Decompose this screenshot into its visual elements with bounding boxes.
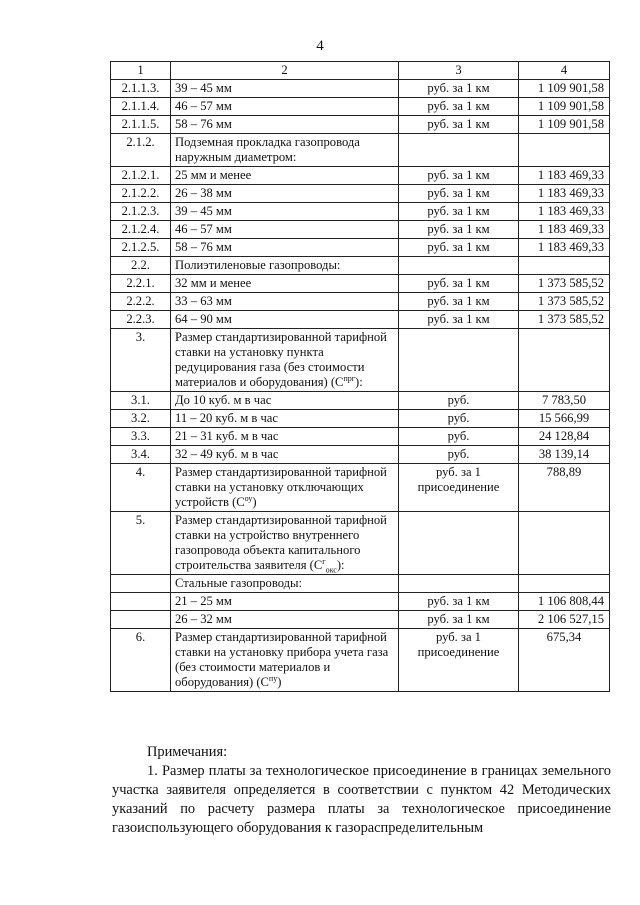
- row-number: 2.1.2.3.: [111, 203, 171, 221]
- row-value: [519, 512, 610, 575]
- symbol-superscript: пу: [268, 673, 278, 683]
- row-unit: [399, 134, 519, 167]
- row-name-text: Размер стандартизированной тарифной ставки на устройство внутреннего газопровода объекта капитального строительства заявителя (С: [175, 513, 387, 572]
- table-row: [111, 257, 610, 275]
- row-unit: руб. за 1 км: [399, 80, 519, 98]
- row-number: [111, 593, 171, 611]
- row-value: 1 183 469,33: [519, 239, 610, 257]
- row-value: 788,89: [519, 464, 610, 512]
- row-name-tail: ): [252, 495, 257, 509]
- row-unit: руб. за 1 км: [399, 593, 519, 611]
- row-unit: руб. за 1 присоединение: [399, 464, 519, 512]
- row-number: 2.2.2.: [111, 293, 171, 311]
- row-name: 25 мм и менее: [171, 167, 399, 185]
- row-name: 32 – 49 куб. м в час: [171, 446, 399, 464]
- row-name: 32 мм и менее: [171, 275, 399, 293]
- symbol-superscript: оу: [244, 493, 253, 503]
- table-row: [111, 221, 610, 239]
- row-name-text: Размер стандартизированной тарифной ставки на установку пункта редуцирования газа (без стоимости материалов и оборудования) (С: [175, 330, 387, 389]
- row-number: 2.1.1.4.: [111, 98, 171, 116]
- table-row: [111, 134, 610, 167]
- row-name: 58 – 76 мм: [171, 239, 399, 257]
- row-name: [171, 329, 399, 392]
- row-value: 24 128,84: [519, 428, 610, 446]
- header-col-2: 2: [171, 62, 399, 80]
- row-value: 1 109 901,58: [519, 80, 610, 98]
- row-name: 58 – 76 мм: [171, 116, 399, 134]
- row-name: 26 – 38 мм: [171, 185, 399, 203]
- row-value: 1 106 808,44: [519, 593, 610, 611]
- symbol-superscript: прг: [343, 373, 356, 383]
- row-number: 2.1.2.4.: [111, 221, 171, 239]
- row-value: 1 183 469,33: [519, 203, 610, 221]
- row-name: [171, 629, 399, 692]
- table-row: [111, 629, 610, 692]
- row-name-text: Размер стандартизированной тарифной ставки на установку прибора учета газа (без стоимости материалов и оборудования) (С: [175, 630, 389, 689]
- row-number: 2.1.1.3.: [111, 80, 171, 98]
- row-name: 33 – 63 мм: [171, 293, 399, 311]
- row-name-tail: ):: [355, 375, 363, 389]
- header-col-1: 1: [111, 62, 171, 80]
- row-unit: руб. за 1 км: [399, 275, 519, 293]
- row-name: 46 – 57 мм: [171, 221, 399, 239]
- row-name: 64 – 90 мм: [171, 311, 399, 329]
- row-number: 2.1.2.: [111, 134, 171, 167]
- row-name: До 10 куб. м в час: [171, 392, 399, 410]
- row-number: 3.2.: [111, 410, 171, 428]
- row-unit: руб.: [399, 428, 519, 446]
- row-value: 1 183 469,33: [519, 221, 610, 239]
- row-name: [171, 464, 399, 512]
- row-value: 15 566,99: [519, 410, 610, 428]
- table-row: [111, 464, 610, 512]
- row-value: 1 183 469,33: [519, 185, 610, 203]
- table-row: [111, 239, 610, 257]
- row-unit: руб. за 1 км: [399, 311, 519, 329]
- row-name-text: Размер стандартизированной тарифной ставки на установку отключающих устройств (С: [175, 465, 387, 509]
- row-name: 11 – 20 куб. м в час: [171, 410, 399, 428]
- table-row: [111, 575, 610, 593]
- row-unit: руб.: [399, 410, 519, 428]
- row-unit: руб. за 1 км: [399, 221, 519, 239]
- table-row: [111, 98, 610, 116]
- row-number: 3.: [111, 329, 171, 392]
- row-name: Подземная прокладка газопровода наружным диаметром:: [171, 134, 399, 167]
- row-unit: руб. за 1 присоединение: [399, 629, 519, 692]
- row-value: 1 183 469,33: [519, 167, 610, 185]
- row-unit: руб. за 1 км: [399, 98, 519, 116]
- row-name: 21 – 25 мм: [171, 593, 399, 611]
- table-row: [111, 311, 610, 329]
- symbol-subscript: окс: [325, 565, 337, 575]
- row-number: 3.1.: [111, 392, 171, 410]
- table-row: [111, 116, 610, 134]
- row-number: 6.: [111, 629, 171, 692]
- notes-paragraph: 1. Размер платы за технологическое присоединение в границах земельного участка заявителя определяется в соответствии с пунктом 42 Методических указаний по расчету размера платы за технологическое присоединение газоиспользующего оборудования к газораспределительным: [112, 763, 611, 836]
- row-unit: [399, 512, 519, 575]
- row-number: 2.2.1.: [111, 275, 171, 293]
- row-name-tail: ): [277, 675, 282, 689]
- notes-title: Примечания:: [147, 744, 228, 760]
- table-row: [111, 203, 610, 221]
- row-name: 21 – 31 куб. м в час: [171, 428, 399, 446]
- row-value: 2 106 527,15: [519, 611, 610, 629]
- row-unit: [399, 329, 519, 392]
- row-unit: [399, 575, 519, 593]
- row-unit: [399, 257, 519, 275]
- table-row: [111, 446, 610, 464]
- table-row: [111, 512, 610, 575]
- table-row: [111, 329, 610, 392]
- row-number: 2.2.3.: [111, 311, 171, 329]
- row-value: 1 109 901,58: [519, 98, 610, 116]
- row-name: 46 – 57 мм: [171, 98, 399, 116]
- table-row: [111, 167, 610, 185]
- row-value: [519, 257, 610, 275]
- row-value: [519, 575, 610, 593]
- row-unit: руб. за 1 км: [399, 203, 519, 221]
- row-number: 3.4.: [111, 446, 171, 464]
- row-unit: руб. за 1 км: [399, 293, 519, 311]
- row-number: 2.1.1.5.: [111, 116, 171, 134]
- row-value: [519, 329, 610, 392]
- table-row: [111, 185, 610, 203]
- table-row: [111, 293, 610, 311]
- table-row: [111, 611, 610, 629]
- row-number: 3.3.: [111, 428, 171, 446]
- tariff-table: [110, 61, 610, 692]
- row-number: 2.2.: [111, 257, 171, 275]
- table-row: [111, 80, 610, 98]
- row-value: 1 373 585,52: [519, 311, 610, 329]
- row-name: [171, 512, 399, 575]
- row-unit: руб. за 1 км: [399, 116, 519, 134]
- row-number: [111, 575, 171, 593]
- row-value: 7 783,50: [519, 392, 610, 410]
- table-row: [111, 593, 610, 611]
- row-name: 39 – 45 мм: [171, 80, 399, 98]
- table-row: [111, 392, 610, 410]
- row-value: 675,34: [519, 629, 610, 692]
- row-name: 39 – 45 мм: [171, 203, 399, 221]
- row-number: 5.: [111, 512, 171, 575]
- row-value: 1 373 585,52: [519, 293, 610, 311]
- row-unit: руб. за 1 км: [399, 611, 519, 629]
- table-header-row: [111, 62, 610, 80]
- row-value: [519, 134, 610, 167]
- row-number: [111, 611, 171, 629]
- notes-section: [112, 743, 611, 838]
- row-value: 38 139,14: [519, 446, 610, 464]
- row-unit: руб.: [399, 392, 519, 410]
- row-unit: руб. за 1 км: [399, 185, 519, 203]
- row-name: Стальные газопроводы:: [171, 575, 399, 593]
- symbol-superscript: г: [322, 556, 326, 566]
- row-name-tail: ):: [336, 558, 345, 572]
- header-col-4: 4: [519, 62, 610, 80]
- row-number: 4.: [111, 464, 171, 512]
- row-value: 1 373 585,52: [519, 275, 610, 293]
- table-row: [111, 275, 610, 293]
- table-row: [111, 428, 610, 446]
- row-name: 26 – 32 мм: [171, 611, 399, 629]
- row-value: 1 109 901,58: [519, 116, 610, 134]
- page-number: 4: [316, 38, 324, 54]
- header-col-3: 3: [399, 62, 519, 80]
- row-name: Полиэтиленовые газопроводы:: [171, 257, 399, 275]
- table-row: [111, 410, 610, 428]
- row-number: 2.1.2.5.: [111, 239, 171, 257]
- row-unit: руб.: [399, 446, 519, 464]
- row-unit: руб. за 1 км: [399, 167, 519, 185]
- row-number: 2.1.2.2.: [111, 185, 171, 203]
- row-number: 2.1.2.1.: [111, 167, 171, 185]
- row-unit: руб. за 1 км: [399, 239, 519, 257]
